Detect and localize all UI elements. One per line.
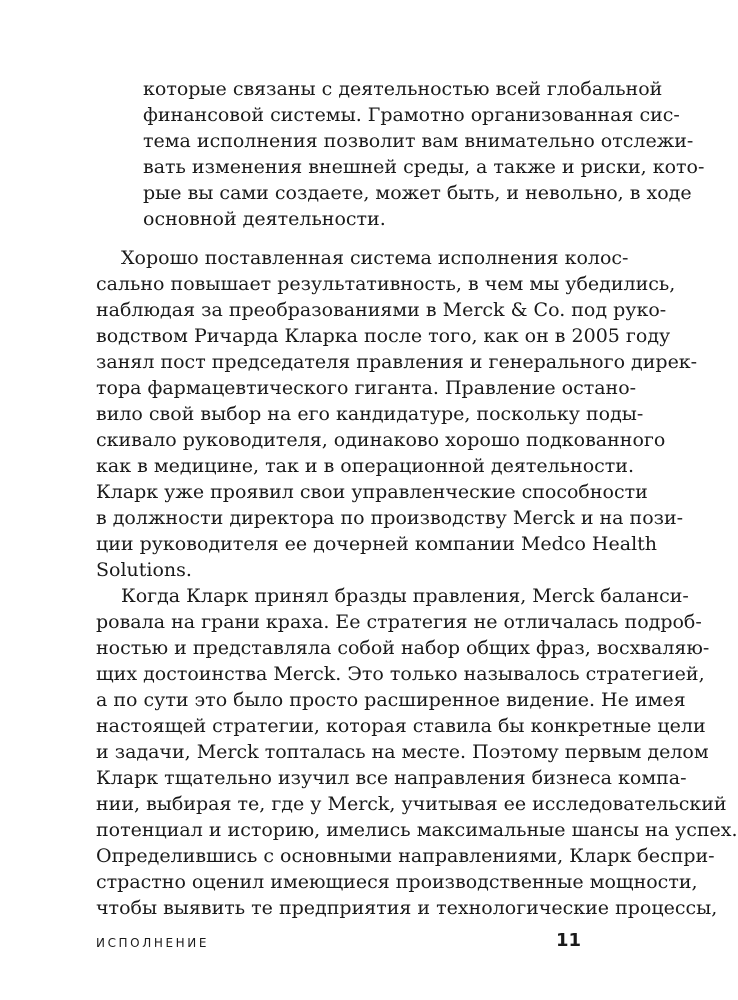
body-line: потенциал и историю, имелись максимальные шансы на успех. [96, 819, 738, 841]
running-footer-title: ИСПОЛНЕНИЕ [96, 936, 210, 950]
body-line: скивало руководителя, одинаково хорошо подкованного [96, 429, 666, 451]
quote-line: которые связаны с деятельностью всей глобальной [143, 78, 663, 100]
body-line: настоящей стратегии, которая ставила бы конкретные цели [96, 715, 706, 737]
quote-line: вать изменения внешней среды, а также и риски, кото- [143, 156, 705, 178]
body-line: ностью и представляла собой набор общих фраз, восхваляю- [96, 637, 710, 659]
body-line: чтобы выявить те предприятия и технологические процессы, [96, 897, 718, 919]
body-line: щих достоинства Merck. Это только называлось стратегией, [96, 663, 705, 685]
body-line: Solutions. [96, 559, 192, 581]
body-line: Хорошо поставленная система исполнения колос- [121, 247, 629, 269]
body-line: тора фармацевтического гиганта. Правление остано- [96, 377, 637, 399]
body-line: нии, выбирая те, где у Merck, учитывая ее исследовательский [96, 793, 727, 815]
quote-line: тема исполнения позволит вам внимательно отслежи- [143, 130, 694, 152]
quote-line: финансовой системы. Грамотно организованная сис- [143, 104, 680, 126]
body-line: вило свой выбор на его кандидатуре, поскольку поды- [96, 403, 644, 425]
body-line: а по сути это было просто расширенное видение. Не имея [96, 689, 686, 711]
body-line: Кларк тщательно изучил все направления бизнеса компа- [96, 767, 687, 789]
body-line: сально повышает результативность, в чем мы убедились, [96, 273, 676, 295]
body-line: ровала на грани краха. Ее стратегия не отличалась подроб- [96, 611, 702, 633]
body-line: Когда Кларк принял бразды правления, Merck баланси- [121, 585, 689, 607]
page-number: 11 [556, 930, 582, 951]
quote-line: основной деятельности. [143, 208, 386, 230]
body-line: в должности директора по производству Merck и на пози- [96, 507, 684, 529]
body-line: Определившись с основными направлениями, Кларк беспри- [96, 845, 715, 867]
body-line: занял пост председателя правления и генерального дирек- [96, 351, 698, 373]
quote-line: рые вы сами создаете, может быть, и невольно, в ходе [143, 182, 692, 204]
body-line: наблюдая за преобразованиями в Merck & Co. под руко- [96, 299, 667, 321]
body-line: и задачи, Merck топталась на месте. Поэтому первым делом [96, 741, 709, 763]
body-line: водством Ричарда Кларка после того, как он в 2005 году [96, 325, 671, 347]
body-line: как в медицине, так и в операционной деятельности. [96, 455, 634, 477]
body-line: страстно оценил имеющиеся производственные мощности, [96, 871, 698, 893]
body-line: ции руководителя ее дочерней компании Medco Health [96, 533, 658, 555]
body-line: Кларк уже проявил свои управленческие способности [96, 481, 648, 503]
